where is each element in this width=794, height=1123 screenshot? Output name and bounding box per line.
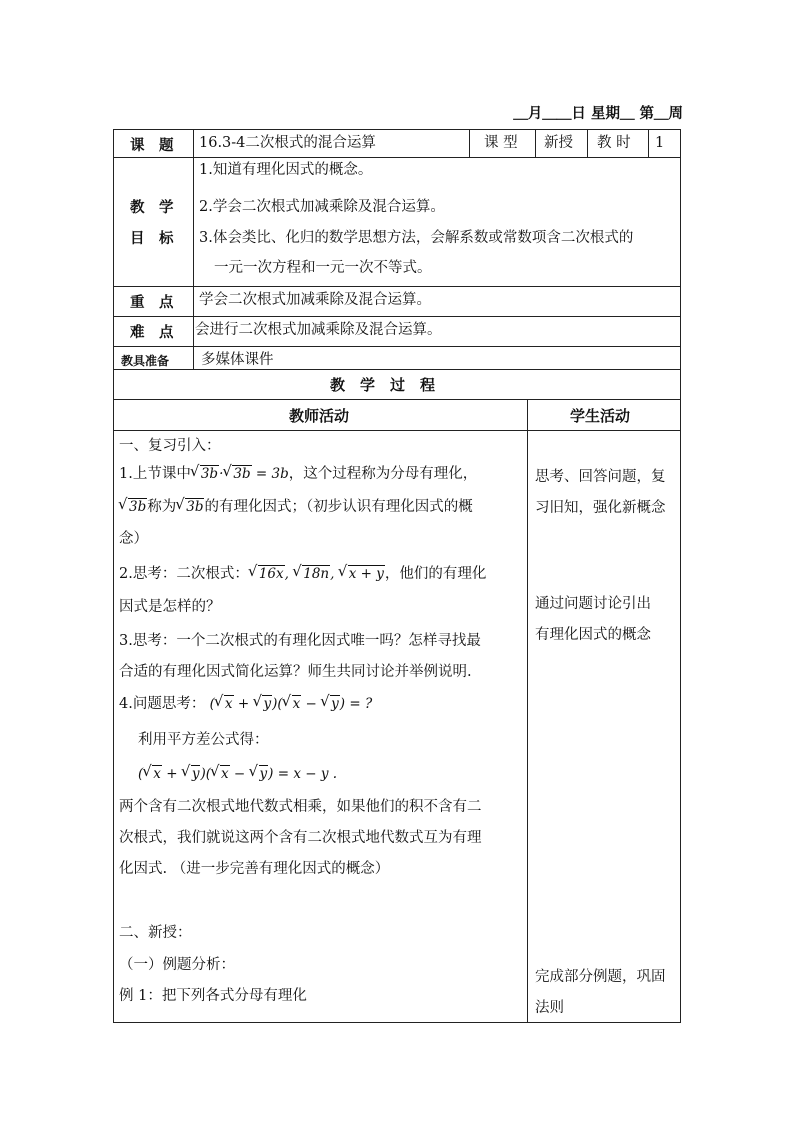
type-value: 新授 bbox=[544, 135, 573, 151]
rule bbox=[535, 129, 536, 157]
student-line: 完成部分例题，巩固 bbox=[535, 969, 666, 985]
rule bbox=[113, 316, 681, 317]
rule bbox=[193, 129, 194, 369]
rule bbox=[527, 399, 528, 1023]
teacher-line: 次根式，我们就说这两个含有二次根式地代数式互为有理 bbox=[119, 830, 482, 846]
radicand: 16x bbox=[258, 566, 284, 582]
radicand: x bbox=[153, 766, 161, 782]
student-line: 通过问题讨论引出 bbox=[535, 596, 651, 612]
radicand: 3b bbox=[129, 499, 147, 515]
teacher-line bbox=[119, 694, 372, 714]
hours-label: 教 时 bbox=[597, 135, 631, 151]
radicand: y bbox=[259, 766, 268, 782]
radicand: 18n bbox=[303, 566, 330, 582]
rule bbox=[469, 129, 470, 157]
teacher-line bbox=[119, 464, 477, 484]
goal-item: 1.知道有理化因式的概念。 bbox=[199, 162, 373, 178]
goal-item: 3.体会类比、化归的数学思想方法，会解系数或常数项含二次根式的 bbox=[199, 230, 634, 246]
difficulty-value: 会进行二次根式加减乘除及混合运算。 bbox=[195, 322, 442, 338]
key-point-label: 重 点 bbox=[130, 295, 174, 311]
example-title: 例 1：把下列各式分母有理化 bbox=[119, 988, 307, 1004]
math-formula: (√ x + √ y)(√ x − √ y) = ? bbox=[205, 696, 372, 712]
text: 称为 bbox=[147, 499, 177, 515]
text: 2.思考：二次根式： bbox=[119, 566, 249, 582]
formula-tail: = 3b bbox=[255, 466, 289, 482]
formula-tail: = ? bbox=[349, 696, 373, 712]
text: 4.问题思考： bbox=[119, 696, 206, 712]
difficulty-label: 难 点 bbox=[130, 325, 174, 341]
teacher-line bbox=[138, 764, 337, 784]
rule bbox=[113, 369, 681, 370]
review-title: 一、复习引入： bbox=[119, 438, 221, 454]
rule bbox=[113, 430, 681, 431]
goals-label: 教 学 bbox=[130, 200, 174, 216]
radicand: x bbox=[221, 766, 229, 782]
text: 1.上节课中 bbox=[119, 466, 191, 482]
section-title: 二、新授： bbox=[119, 925, 192, 941]
teacher-line: 利用平方差公式得： bbox=[138, 732, 269, 748]
teacher-line bbox=[119, 564, 486, 584]
math-formula: √ 16x, √ 18n, √ x + y bbox=[249, 566, 385, 582]
date-line: ＿月＿＿日 星期＿ 第＿周 bbox=[513, 106, 683, 122]
student-line: 习旧知，强化新概念 bbox=[535, 500, 666, 516]
text: ，这个过程称为分母有理化， bbox=[288, 466, 478, 482]
student-activity-header: 学生活动 bbox=[570, 407, 631, 425]
rule bbox=[648, 129, 649, 157]
tools-value: 多媒体课件 bbox=[201, 352, 274, 368]
math-formula: (√ x + √ y)(√ x − √ y) = x − y . bbox=[138, 766, 337, 782]
teacher-line: 两个含有二次根式地代数式相乘，如果他们的积不含有二 bbox=[119, 799, 482, 815]
teacher-activity-header: 教师活动 bbox=[289, 407, 350, 425]
radicand: y bbox=[263, 696, 272, 712]
radicand: y bbox=[191, 766, 200, 782]
math-formula: √ 3b·√ 3b = 3b bbox=[191, 466, 289, 482]
student-line: 思考、回答问题，复 bbox=[535, 469, 666, 485]
tools-label: 教具准备 bbox=[121, 354, 170, 368]
teacher-line bbox=[119, 497, 473, 517]
radicand: 3b bbox=[200, 466, 219, 482]
teacher-line: 因式是怎样的？ bbox=[119, 599, 221, 615]
radicand: 3b bbox=[186, 499, 204, 515]
subsection-title: （一）例题分析： bbox=[119, 957, 235, 973]
rule bbox=[113, 286, 681, 287]
rule bbox=[113, 346, 681, 347]
rule bbox=[587, 129, 588, 157]
radicand: 3b bbox=[233, 466, 251, 482]
rule bbox=[113, 157, 681, 158]
text: 的有理化因式；（初步认识有理化因式的概 bbox=[204, 499, 473, 515]
student-line: 法则 bbox=[535, 1000, 564, 1016]
student-line: 有理化因式的概念 bbox=[535, 627, 651, 643]
teacher-line: 化因式. （进一步完善有理化因式的概念） bbox=[119, 861, 390, 877]
radicand: x + y bbox=[348, 566, 384, 582]
formula-tail: = x − y . bbox=[277, 766, 338, 782]
math-formula bbox=[119, 499, 147, 515]
text: ，他们的有理化 bbox=[384, 566, 487, 582]
goal-item: 2.学会二次根式加减乘除及混合运算。 bbox=[199, 199, 445, 215]
teacher-line: 合适的有理化因式简化运算？师生共同讨论并举例说明. bbox=[119, 664, 472, 680]
topic-value: 16.3-4二次根式的混合运算 bbox=[199, 135, 376, 151]
goal-item: 一元一次方程和一元一次不等式。 bbox=[214, 260, 432, 276]
hours-value: 1 bbox=[655, 135, 665, 151]
topic-label: 课 题 bbox=[130, 138, 174, 154]
rule bbox=[113, 399, 681, 400]
type-label: 课 型 bbox=[484, 135, 518, 151]
radicand: y bbox=[331, 696, 339, 712]
radicand: x bbox=[292, 696, 301, 712]
teacher-line: 念） bbox=[119, 531, 148, 547]
math-formula bbox=[176, 499, 204, 515]
radicand: x bbox=[224, 696, 233, 712]
key-point-value: 学会二次根式加减乘除及混合运算。 bbox=[199, 292, 431, 308]
goals-label: 目 标 bbox=[130, 231, 174, 247]
process-title: 教 学 过 程 bbox=[330, 376, 436, 394]
teacher-line: 3.思考：一个二次根式的有理化因式唯一吗？怎样寻找最 bbox=[119, 633, 481, 649]
